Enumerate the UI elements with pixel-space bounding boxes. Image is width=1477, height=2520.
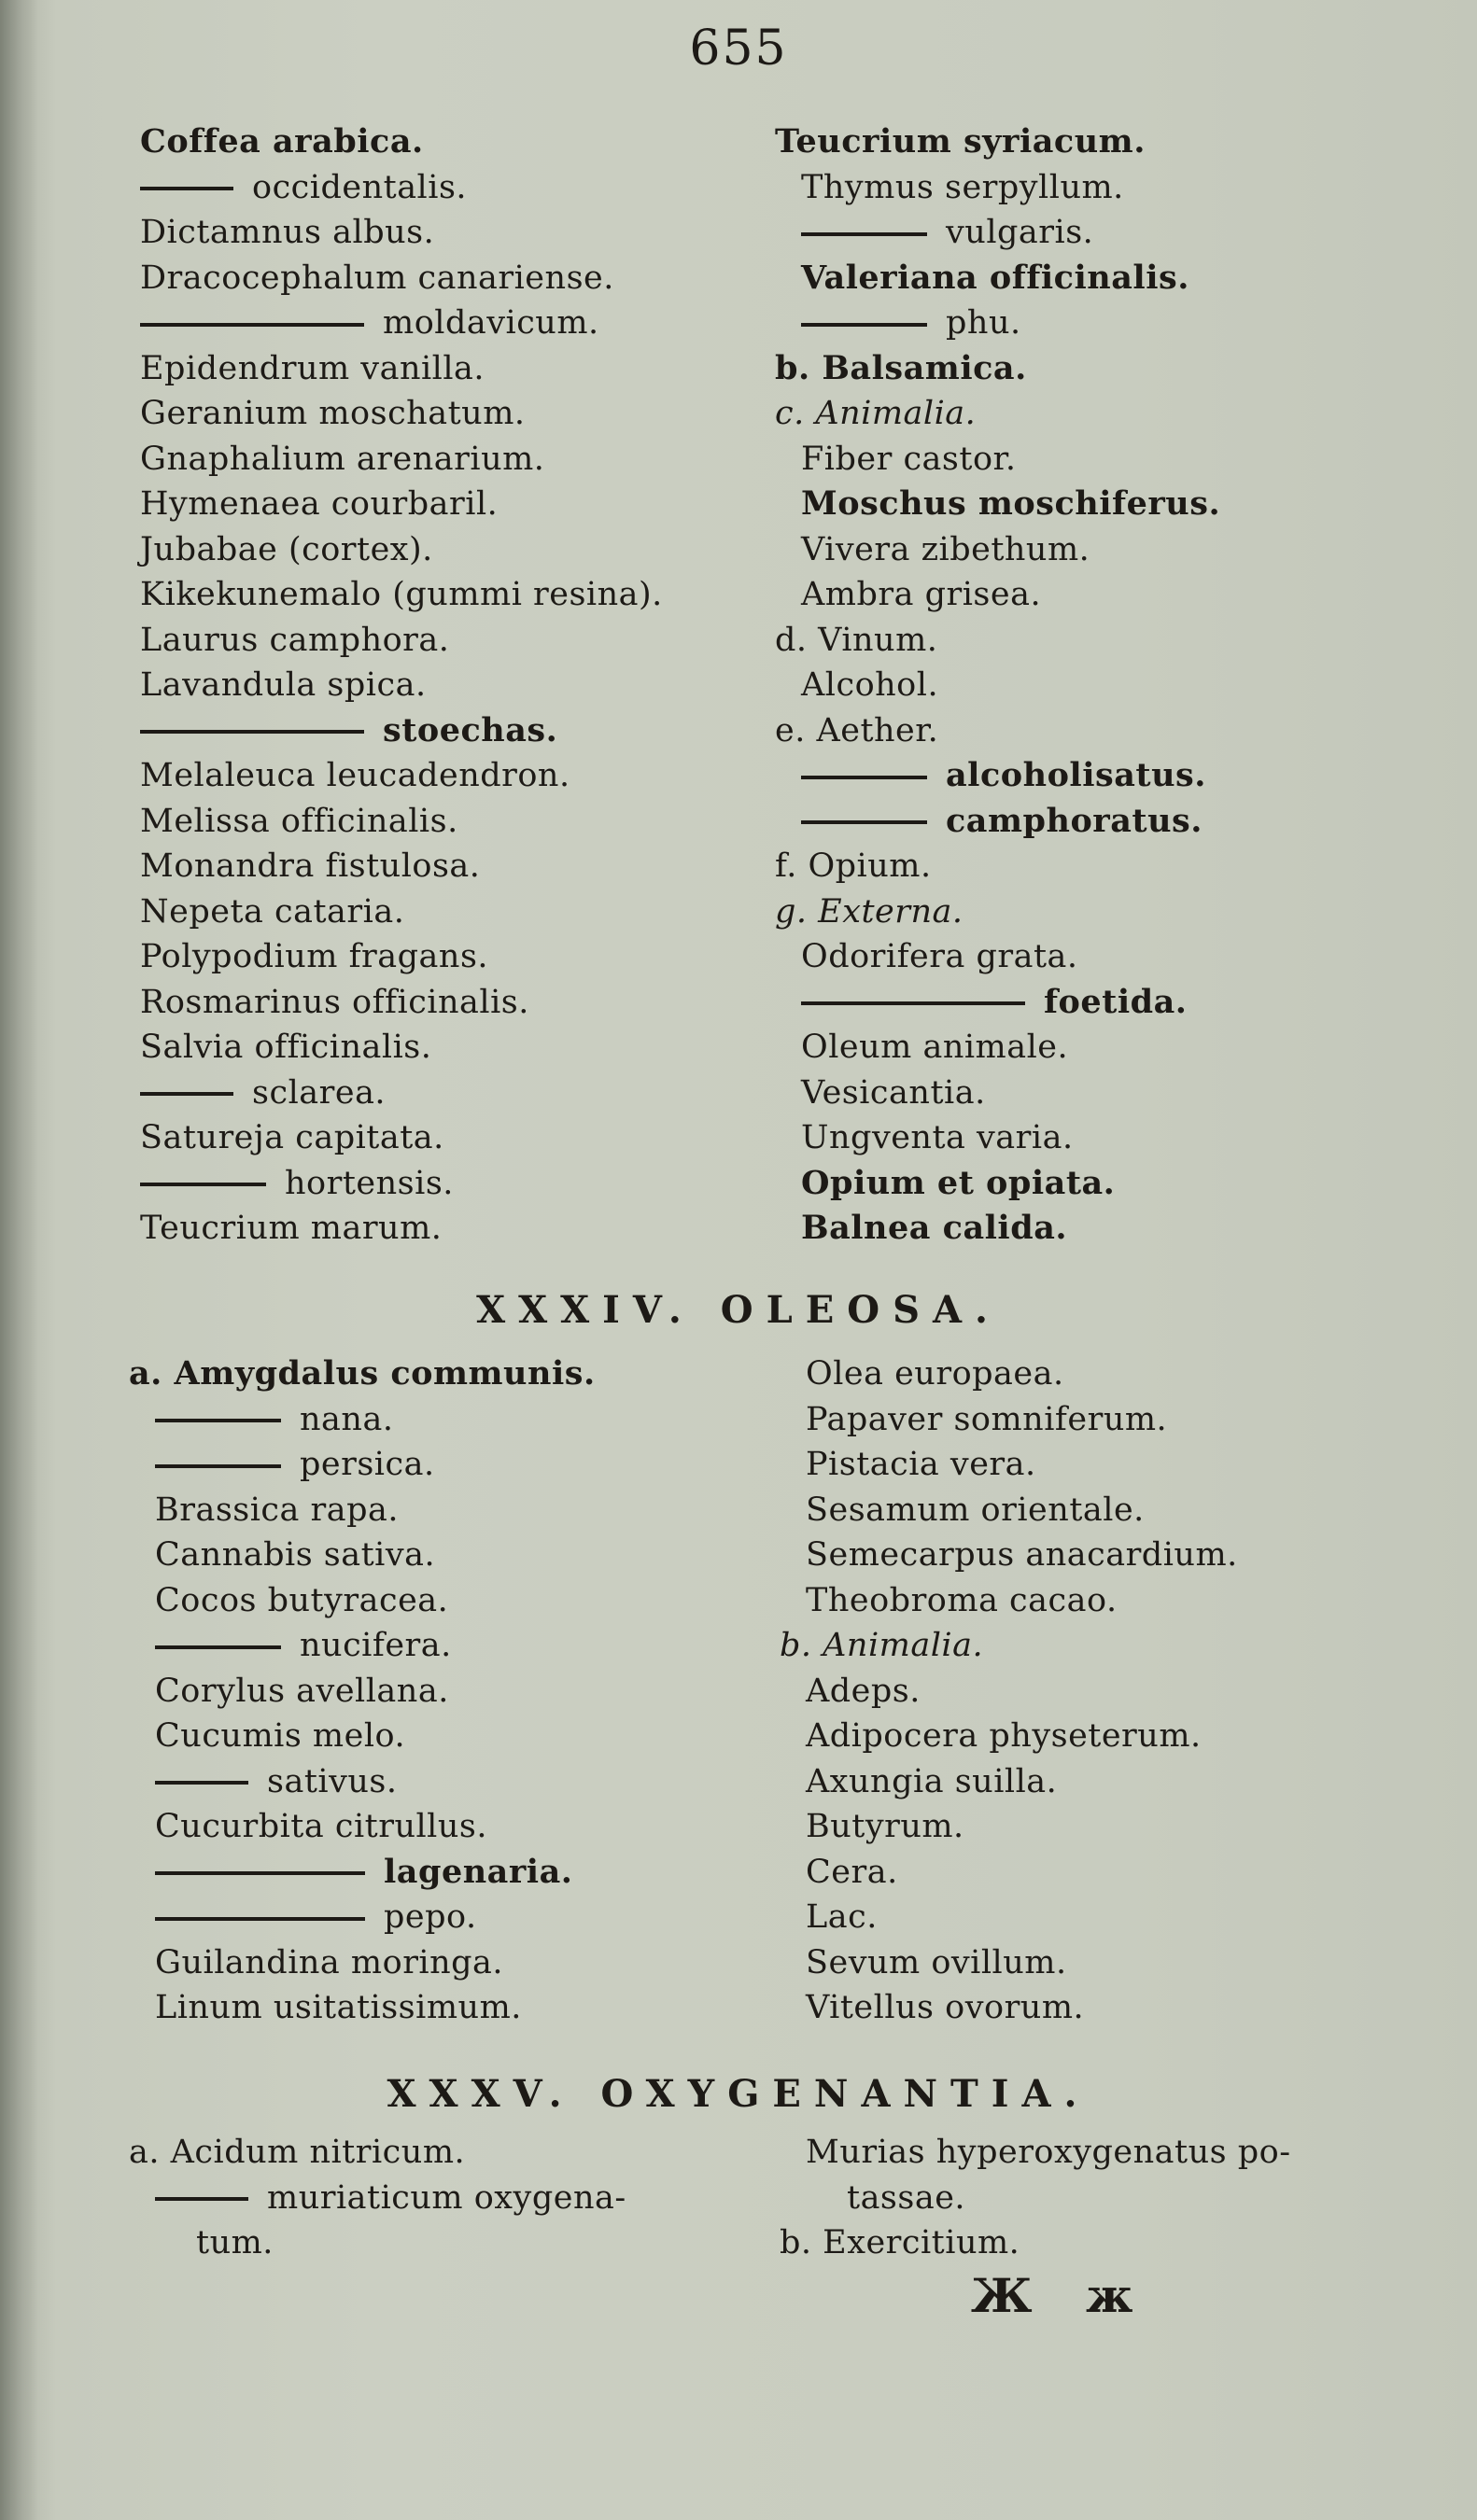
index-entry: Moschus moschiferus. [801, 484, 1221, 523]
index-entry: tum. [196, 2224, 274, 2261]
index-entry: Alcohol. [801, 666, 939, 704]
index-entry: Fiber castor. [801, 440, 1017, 478]
index-entry: nana. [129, 1397, 596, 1443]
index-entry: c. Animalia. [775, 395, 977, 432]
index-entry: tassae. [847, 2178, 966, 2217]
index-entry: Papaver somniferum. [806, 1400, 1168, 1438]
index-entry: e. Aether. [775, 711, 939, 749]
index-entry: a. Acidum nitricum. [129, 2134, 466, 2171]
index-entry: f. Opium. [775, 847, 932, 885]
section2-left-column [129, 1351, 596, 2031]
signature-mark: Ж ж [971, 2268, 1152, 2323]
index-entry: sativus. [129, 1759, 596, 1805]
index-entry: phu. [775, 301, 1220, 346]
index-entry: Oleum animale. [801, 1029, 1069, 1066]
index-entry: b. Exercitium. [780, 2224, 1020, 2261]
index-entry: sclarea. [140, 1071, 663, 1116]
index-entry: stoechas. [140, 708, 663, 754]
section1-right-column [775, 119, 1220, 1252]
index-entry: Cucumis melo. [155, 1717, 406, 1755]
index-entry: occidentalis. [140, 165, 663, 211]
section-heading-oleosa: XXXIV. OLEOSA. [476, 1288, 1001, 1332]
index-entry: Hymenaea courbaril. [140, 485, 499, 523]
index-entry: Axungia suilla. [806, 1762, 1058, 1800]
index-entry: Odorifera grata. [801, 938, 1078, 975]
index-entry: Melissa officinalis. [140, 802, 458, 840]
index-entry: Brassica rapa. [155, 1491, 400, 1529]
index-entry: Rosmarinus officinalis. [140, 983, 529, 1021]
index-entry: b. Animalia. [780, 1627, 984, 1664]
index-entry: Salvia officinalis. [140, 1029, 432, 1066]
index-entry: Satureja capitata. [140, 1119, 444, 1156]
index-entry: Corylus avellana. [155, 1672, 449, 1710]
index-entry: Ungventa varia. [801, 1119, 1074, 1156]
index-entry: Theobroma cacao. [806, 1581, 1118, 1619]
index-entry: a. Amygdalus communis. [129, 1354, 596, 1393]
index-entry: d. Vinum. [775, 621, 938, 659]
index-entry: Kikekunemalo (gummi resina). [140, 576, 663, 613]
index-entry: Cannabis sativa. [155, 1536, 436, 1574]
index-entry: Melaleuca leucadendron. [140, 757, 570, 794]
index-entry: Polypodium fragans. [140, 938, 489, 975]
index-entry: Valeriana officinalis. [801, 258, 1189, 297]
index-entry: Dracocephalum canariense. [140, 259, 614, 297]
index-entry: Semecarpus anacardium. [806, 1536, 1238, 1574]
index-entry: Vitellus ovorum. [806, 1989, 1085, 2026]
index-entry: Vivera zibethum. [801, 530, 1090, 568]
index-entry: Sevum ovillum. [806, 1943, 1067, 1981]
index-entry: Pistacia vera. [806, 1446, 1036, 1483]
index-entry: Linum usitatissimum. [155, 1989, 522, 2026]
index-entry: Cocos butyracea. [155, 1581, 449, 1619]
index-entry: Cera. [806, 1853, 898, 1891]
section1-left-column [140, 119, 663, 1252]
section-heading-oxygenantia: XXXV. OXYGENANTIA. [387, 2072, 1090, 2116]
index-entry: Adeps. [806, 1672, 921, 1710]
index-entry: Lac. [806, 1898, 878, 1936]
index-entry: Monandra fistulosa. [140, 847, 481, 885]
index-entry: Ambra grisea. [801, 576, 1042, 613]
section3-right-column [780, 2130, 1291, 2266]
index-entry: Murias hyperoxygenatus po- [806, 2134, 1291, 2171]
index-entry: Teucrium syriacum. [775, 122, 1146, 161]
index-entry: g. Externa. [775, 892, 964, 931]
index-entry: camphoratus. [775, 799, 1220, 845]
index-entry: Laurus camphora. [140, 621, 450, 659]
index-entry: Cucurbita citrullus. [155, 1808, 488, 1845]
book-spine-shadow [0, 0, 37, 2520]
index-entry: lagenaria. [129, 1850, 596, 1896]
index-entry: muriaticum oxygena- [129, 2176, 626, 2221]
index-entry: Jubabae (cortex). [140, 530, 433, 568]
index-entry: Butyrum. [806, 1808, 964, 1845]
index-entry: pepo. [129, 1895, 596, 1940]
page-number: 655 [689, 21, 788, 77]
index-entry: Thymus serpyllum. [801, 168, 1124, 206]
index-entry: Geranium moschatum. [140, 395, 526, 432]
index-entry: foetida. [775, 980, 1220, 1026]
index-entry: Balnea calida. [801, 1209, 1068, 1247]
index-entry: Olea europaea. [806, 1355, 1064, 1393]
section3-left-column [129, 2130, 626, 2266]
section2-right-column [780, 1351, 1238, 2031]
index-entry: Sesamum orientale. [806, 1491, 1145, 1529]
index-entry: hortensis. [140, 1161, 663, 1207]
index-entry: Coffea arabica. [140, 122, 424, 161]
index-entry: Dictamnus albus. [140, 214, 435, 251]
index-entry: Adipocera physeterum. [806, 1717, 1202, 1755]
index-entry: Guilandina moringa. [155, 1943, 504, 1981]
index-entry: nucifera. [129, 1623, 596, 1669]
index-entry: Gnaphalium arenarium. [140, 440, 545, 478]
index-entry: Teucrium marum. [140, 1210, 443, 1247]
index-entry: Lavandula spica. [140, 666, 427, 704]
index-entry: Vesicantia. [801, 1073, 986, 1112]
index-entry: Epidendrum vanilla. [140, 349, 485, 387]
index-entry: moldavicum. [140, 301, 663, 346]
index-entry: Nepeta cataria. [140, 892, 405, 931]
index-entry: vulgaris. [775, 210, 1220, 256]
index-entry: alcoholisatus. [775, 753, 1220, 799]
index-entry: b. Balsamica. [775, 348, 1027, 387]
index-entry: Opium et opiata. [801, 1163, 1116, 1202]
index-entry: persica. [129, 1442, 596, 1488]
